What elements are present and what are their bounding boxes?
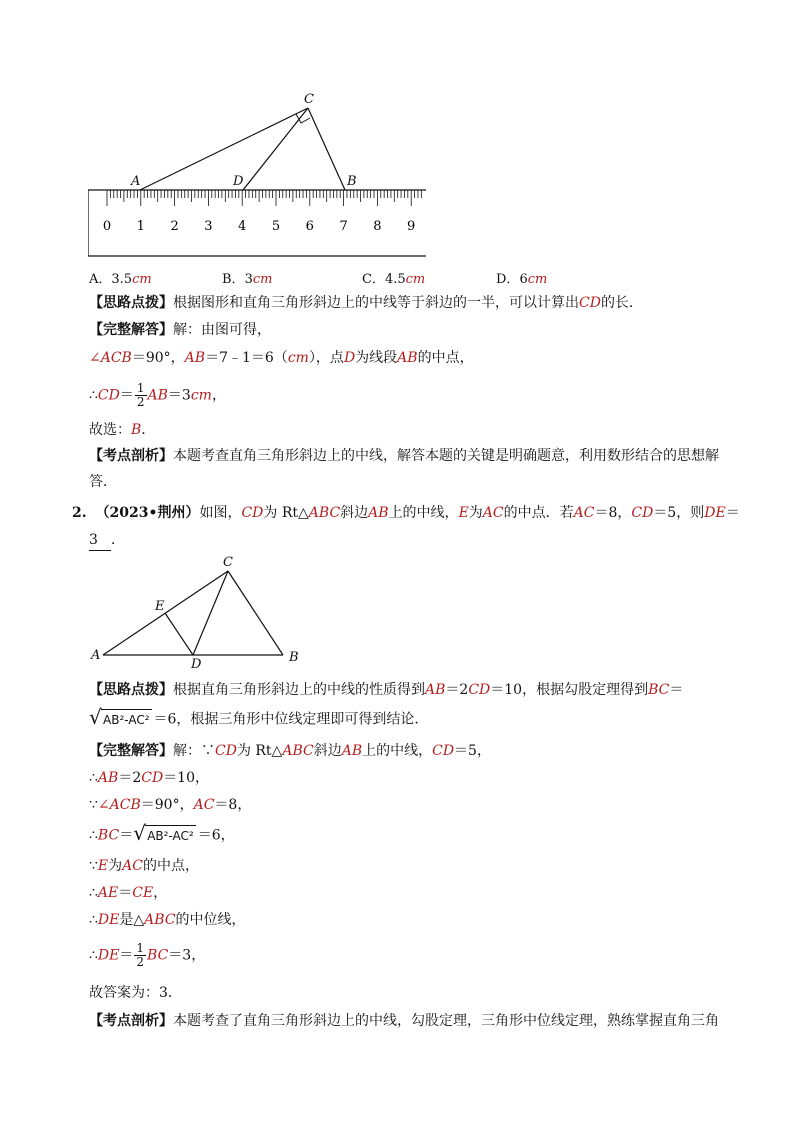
triangle-abc-figure (95, 555, 305, 665)
q2-answer: 3 ． (89, 530, 125, 551)
segment-cb (308, 108, 345, 190)
q2-step-5: ∴AE＝CE， (89, 885, 168, 901)
label-a2: A (91, 648, 101, 663)
q2-final-answer: 故答案为：3． (89, 985, 182, 1001)
ruler-number: 4 (238, 219, 247, 234)
option-a: A．3.5cm (89, 272, 152, 287)
q1-step-1: ∠ACB＝90°，AB＝7﹣1＝6（cm），点D为线段AB的中点， (89, 350, 474, 366)
q2-hint-cont: √ AB²-AC² ＝6，根据三角形中位线定理即可得到结论． (89, 705, 429, 729)
segment-cd (193, 571, 228, 655)
label-b2: B (289, 650, 299, 665)
q2-step-4: ∵E为AC的中点， (89, 858, 199, 874)
q2-step-7: ∴DE＝ $\frac{1}{2}$ BC＝3， (89, 941, 206, 969)
ruler-ticks (107, 190, 421, 206)
ruler-number: 8 (373, 219, 382, 234)
q2-step-3: ∴BC＝ √ AB²-AC² ＝6， (89, 821, 235, 845)
ruler-number: 6 (305, 219, 314, 234)
label-d2: D (191, 657, 202, 672)
option-d: D．6cm (496, 272, 548, 287)
ruler-numbers (103, 219, 415, 234)
q2-solution-title: 【完整解答】解：∵CD为 Rt△ABC斜边AB上的中线，CD＝5， (89, 743, 491, 759)
q2-analysis: 【考点剖析】本题考查了直角三角形斜边上的中线，勾股定理，三角形中位线定理，熟练掌握直角三角 (89, 1013, 719, 1029)
q1-choice: 故选：B. (89, 422, 146, 438)
answer-blank: 3 (89, 530, 111, 551)
ruler-number: 0 (102, 219, 112, 234)
q1-hint: 【思路点拨】根据图形和直角三角形斜边上的中线等于斜边的一半，可以计算出CD的长． (89, 295, 643, 311)
ruler-number: 3 (204, 219, 213, 234)
q1-analysis: 【考点剖析】本题考查直角三角形斜边上的中线，解答本题的关键是明确题意，利用数形结合的思想解 (89, 448, 719, 464)
segment-cd (243, 108, 308, 190)
ruler-number: 2 (170, 219, 179, 234)
label-e2: E (155, 599, 165, 614)
label-d: D (233, 174, 244, 189)
q1-analysis-cont: 答． (89, 474, 117, 490)
label-c: C (304, 92, 314, 107)
ruler-number: 5 (271, 219, 281, 234)
ruler-number: 7 (339, 219, 348, 234)
label-a: A (131, 174, 141, 189)
option-b: B．3cm (222, 272, 273, 287)
q2-step-6: ∴DE是△ABC的中位线， (89, 912, 246, 928)
q2-stem: 2. （2023•荆州）如图，CD为 Rt△ABC斜边AB上的中线，E为AC的中点．若AC＝8，CD＝5，则DE＝ (72, 505, 740, 521)
q2-hint: 【思路点拨】根据直角三角形斜边上的中线的性质得到AB＝2CD＝10，根据勾股定理得到BC＝ (89, 682, 684, 698)
label-b: B (347, 174, 357, 189)
q2-step-1: ∴AB＝2CD＝10， (89, 770, 210, 786)
option-c: C．4.5cm (362, 272, 426, 287)
q1-step-2: ∴CD＝ $\frac{1}{2}$ AB＝3cm， (89, 381, 226, 409)
segment-cb (228, 571, 283, 655)
ruler-number: 1 (136, 219, 145, 234)
segment-ed (165, 613, 193, 655)
q1-solution-title: 【完整解答】解：由图可得， (89, 322, 271, 338)
ruler-number: 9 (407, 219, 416, 234)
q2-step-2: ∵∠ACB＝90°，AC＝8， (89, 797, 252, 813)
label-c2: C (223, 555, 233, 570)
segment-ac (140, 108, 308, 190)
right-angle-mark (296, 114, 310, 123)
